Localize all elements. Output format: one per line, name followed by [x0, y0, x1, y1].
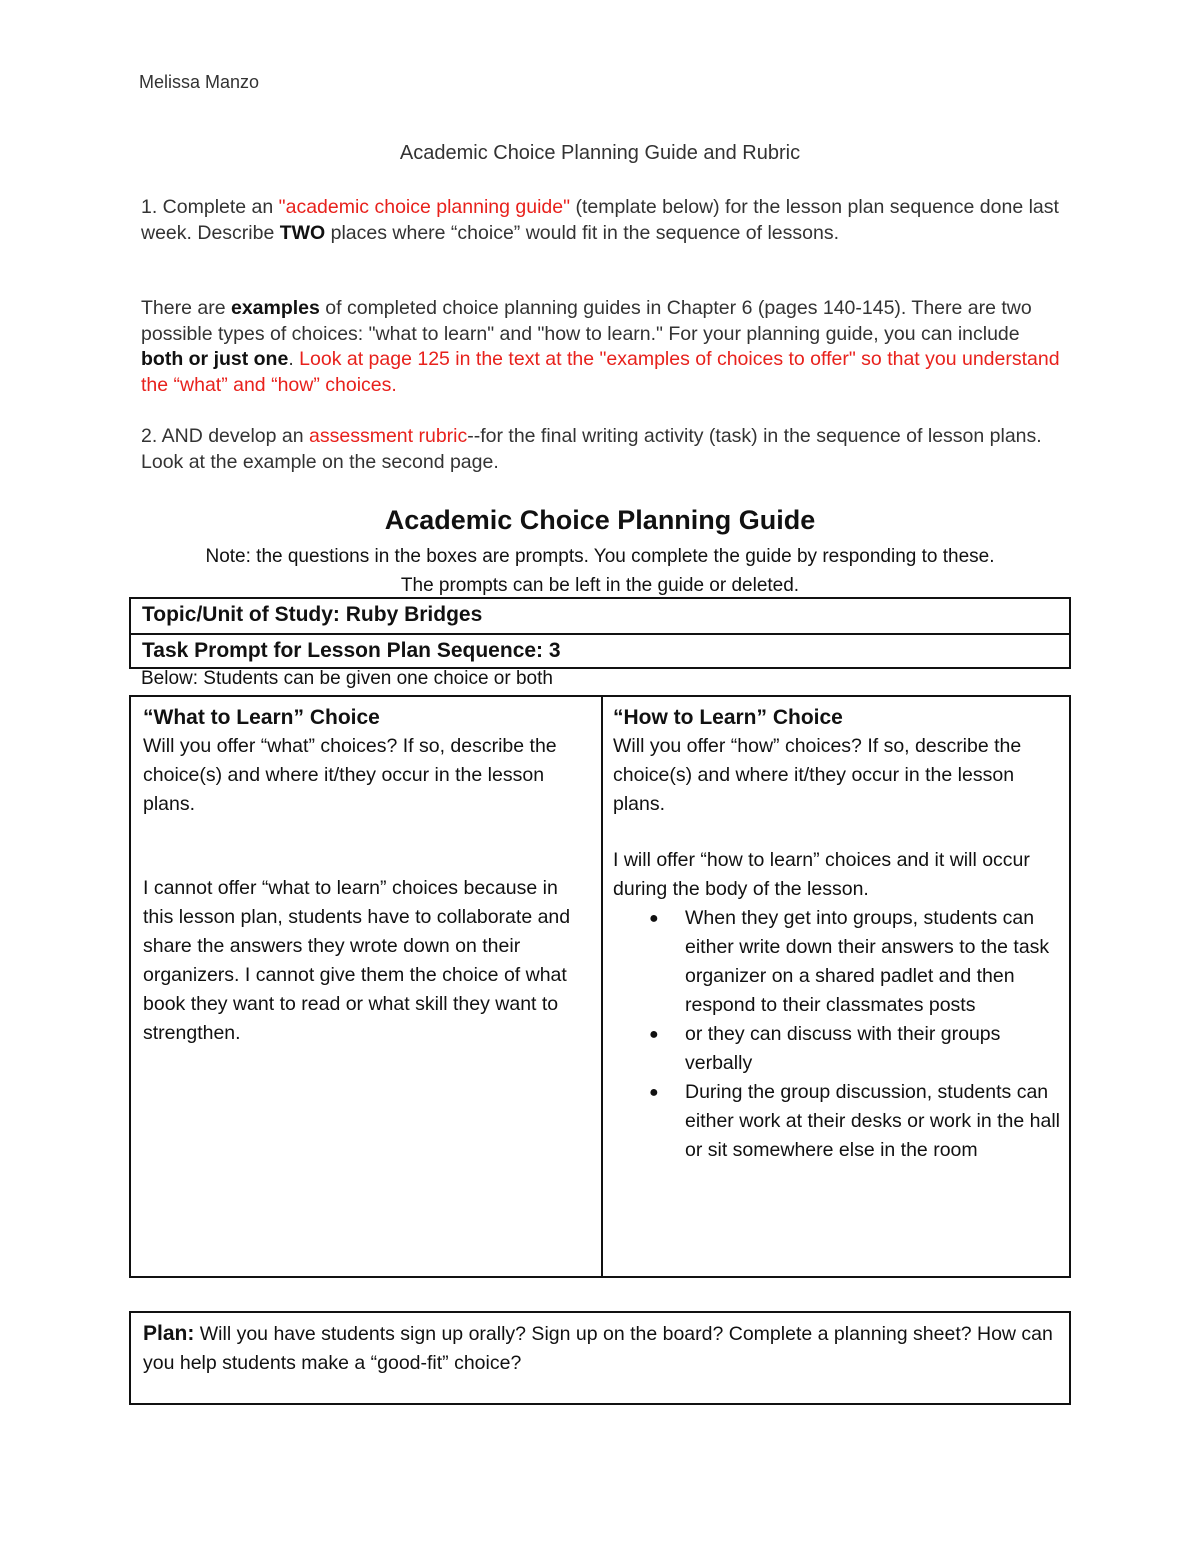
- task-prompt-label: Task Prompt for Lesson Plan Sequence: 3: [142, 639, 561, 662]
- what-response: I cannot offer “what to learn” choices because in this lesson plan, students have to collaborate and share the answers they wrote down on their organizers. I cannot give them the choice of what book they want to read or what skill they want to strengthen.: [143, 877, 571, 1044]
- author-name: Melissa Manzo: [139, 72, 260, 92]
- choice-table: [129, 695, 1071, 1278]
- guide-title: Academic Choice Planning Guide: [384, 505, 816, 535]
- how-bullet-list: [613, 904, 1063, 1165]
- plan-box: [129, 1311, 1071, 1405]
- topic-box: [129, 597, 1071, 635]
- below-note: Below: Students can be given one choice or both: [141, 668, 553, 689]
- bullet-icon: ●: [649, 1026, 659, 1043]
- bullet-icon: ●: [649, 910, 659, 927]
- list-item: ● When they get into groups, students can either write down their answers to the task organizer on a shared padlet and then respond to their classmates posts: [613, 904, 1063, 1020]
- bullet-icon: ●: [649, 1084, 659, 1101]
- instruction-1: 1. Complete an "academic choice planning guide" (template below) for the lesson plan sequence done last week. Describe TWO places where “choice” would fit in the sequence of lessons.: [141, 196, 1059, 244]
- plan-label: Plan:: [143, 1322, 195, 1345]
- instruction-examples: There are examples of completed choice planning guides in Chapter 6 (pages 140-145). There are two possible types of choices: "what to learn" and "how to learn." For your planning guide, you can include both or just one. Look at page 125 in the text at the "examples of choices to offer" so that you understand the “what” and “how” choices.: [141, 297, 1060, 396]
- plan-text: Plan: Will you have students sign up orally? Sign up on the board? Complete a planning sheet? How can you help students make a “good-fit” choice?: [143, 1322, 1053, 1374]
- what-heading: “What to Learn” Choice: [143, 706, 380, 729]
- topic-label: Topic/Unit of Study: Ruby Bridges: [142, 603, 483, 626]
- task-prompt-box: [129, 633, 1071, 669]
- how-heading: “How to Learn” Choice: [613, 706, 843, 729]
- how-response: I will offer “how to learn” choices and it will occur during the body of the lesson.: [613, 849, 1030, 900]
- instruction-2: 2. AND develop an assessment rubric--for the final writing activity (task) in the sequence of lesson plans. Look at the example on the second page.: [141, 425, 1042, 473]
- how-to-learn-cell: [613, 703, 1063, 1165]
- guide-note: Note: the questions in the boxes are prompts. You complete the guide by responding to these. The prompts can be left in the guide or deleted.: [205, 546, 995, 596]
- what-prompt: Will you offer “what” choices? If so, describe the choice(s) and where it/they occur in the lesson plans.: [143, 735, 557, 815]
- document-title: Academic Choice Planning Guide and Rubric: [399, 142, 801, 164]
- list-item: ● During the group discussion, students can either work at their desks or work in the hall or sit somewhere else in the room: [613, 1078, 1063, 1165]
- list-item: ● or they can discuss with their groups verbally: [613, 1020, 1063, 1078]
- column-divider: [601, 697, 603, 1276]
- how-prompt: Will you offer “how” choices? If so, describe the choice(s) and where it/they occur in the lesson plans.: [613, 735, 1022, 815]
- what-to-learn-cell: [143, 703, 593, 1048]
